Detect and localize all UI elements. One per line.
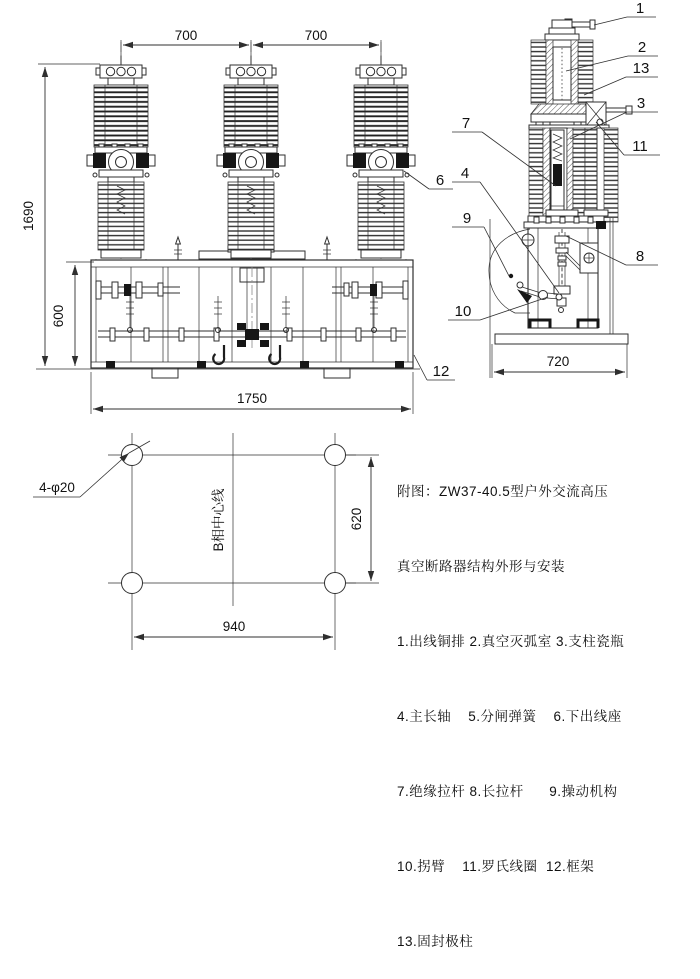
legend-item-line: 1.出线铜排 2.真空灭弧室 3.支柱瓷瓶 [397,634,625,649]
legend-item-line: 13.固封极柱 [397,934,474,949]
dim-720: 720 [546,354,570,369]
dim-1690: 1690 [21,200,36,232]
legend [397,429,697,979]
dim-940: 940 [222,619,246,634]
legend-item-line: 7.绝缘拉杆 8.长拉杆 9.操动机构 [397,784,618,799]
mounting-hole [122,445,143,466]
rogowski-coil-bracket [586,102,632,126]
legend-title-line2: 真空断路器结构外形与安装 [397,559,565,574]
callout-1: 1 [635,0,645,17]
callout-10: 10 [454,303,472,320]
mounting-hole [325,573,346,594]
dim-620: 620 [349,507,364,531]
mounting-plan [33,433,379,650]
phase-center-label: B相中心线 [211,488,226,552]
side-base-plate [495,334,628,344]
callout-3: 3 [636,95,646,112]
front-frame [91,260,413,378]
frame-spike-bolt [174,237,182,260]
pole-phase-c [347,42,415,264]
callout-7: 7 [461,115,471,132]
dim-700-left: 700 [174,28,198,43]
side-view [489,19,632,378]
upper-pole-section [531,20,593,130]
callout-4: 4 [460,165,470,182]
pole-phase-a [87,42,155,264]
legend-item-line: 10.拐臂 11.罗氏线圈 12.框架 [397,859,595,874]
dim-700-right: 700 [304,28,328,43]
pole-phase-b [217,42,285,264]
dim-600: 600 [51,304,66,328]
callout-13: 13 [632,60,650,77]
callout-12: 12 [432,363,450,380]
callout-11: 11 [632,138,648,155]
callout-2: 2 [637,39,647,56]
holes-dimension-label: 4-φ20 [39,480,75,495]
mounting-hole [325,445,346,466]
frame-spike-bolt [323,237,331,260]
lower-pole-section [528,125,618,222]
dim-1750: 1750 [236,391,268,406]
front-view [36,42,420,378]
callout-9: 9 [462,210,472,227]
callout-6: 6 [435,172,445,189]
mounting-hole [122,573,143,594]
callout-8: 8 [635,248,645,265]
legend-title-line1: 附图：ZW37-40.5型户外交流高压 [397,484,609,499]
legend-item-line: 4.主长轴 5.分闸弹簧 6.下出线座 [397,709,622,724]
side-frame [495,217,628,344]
